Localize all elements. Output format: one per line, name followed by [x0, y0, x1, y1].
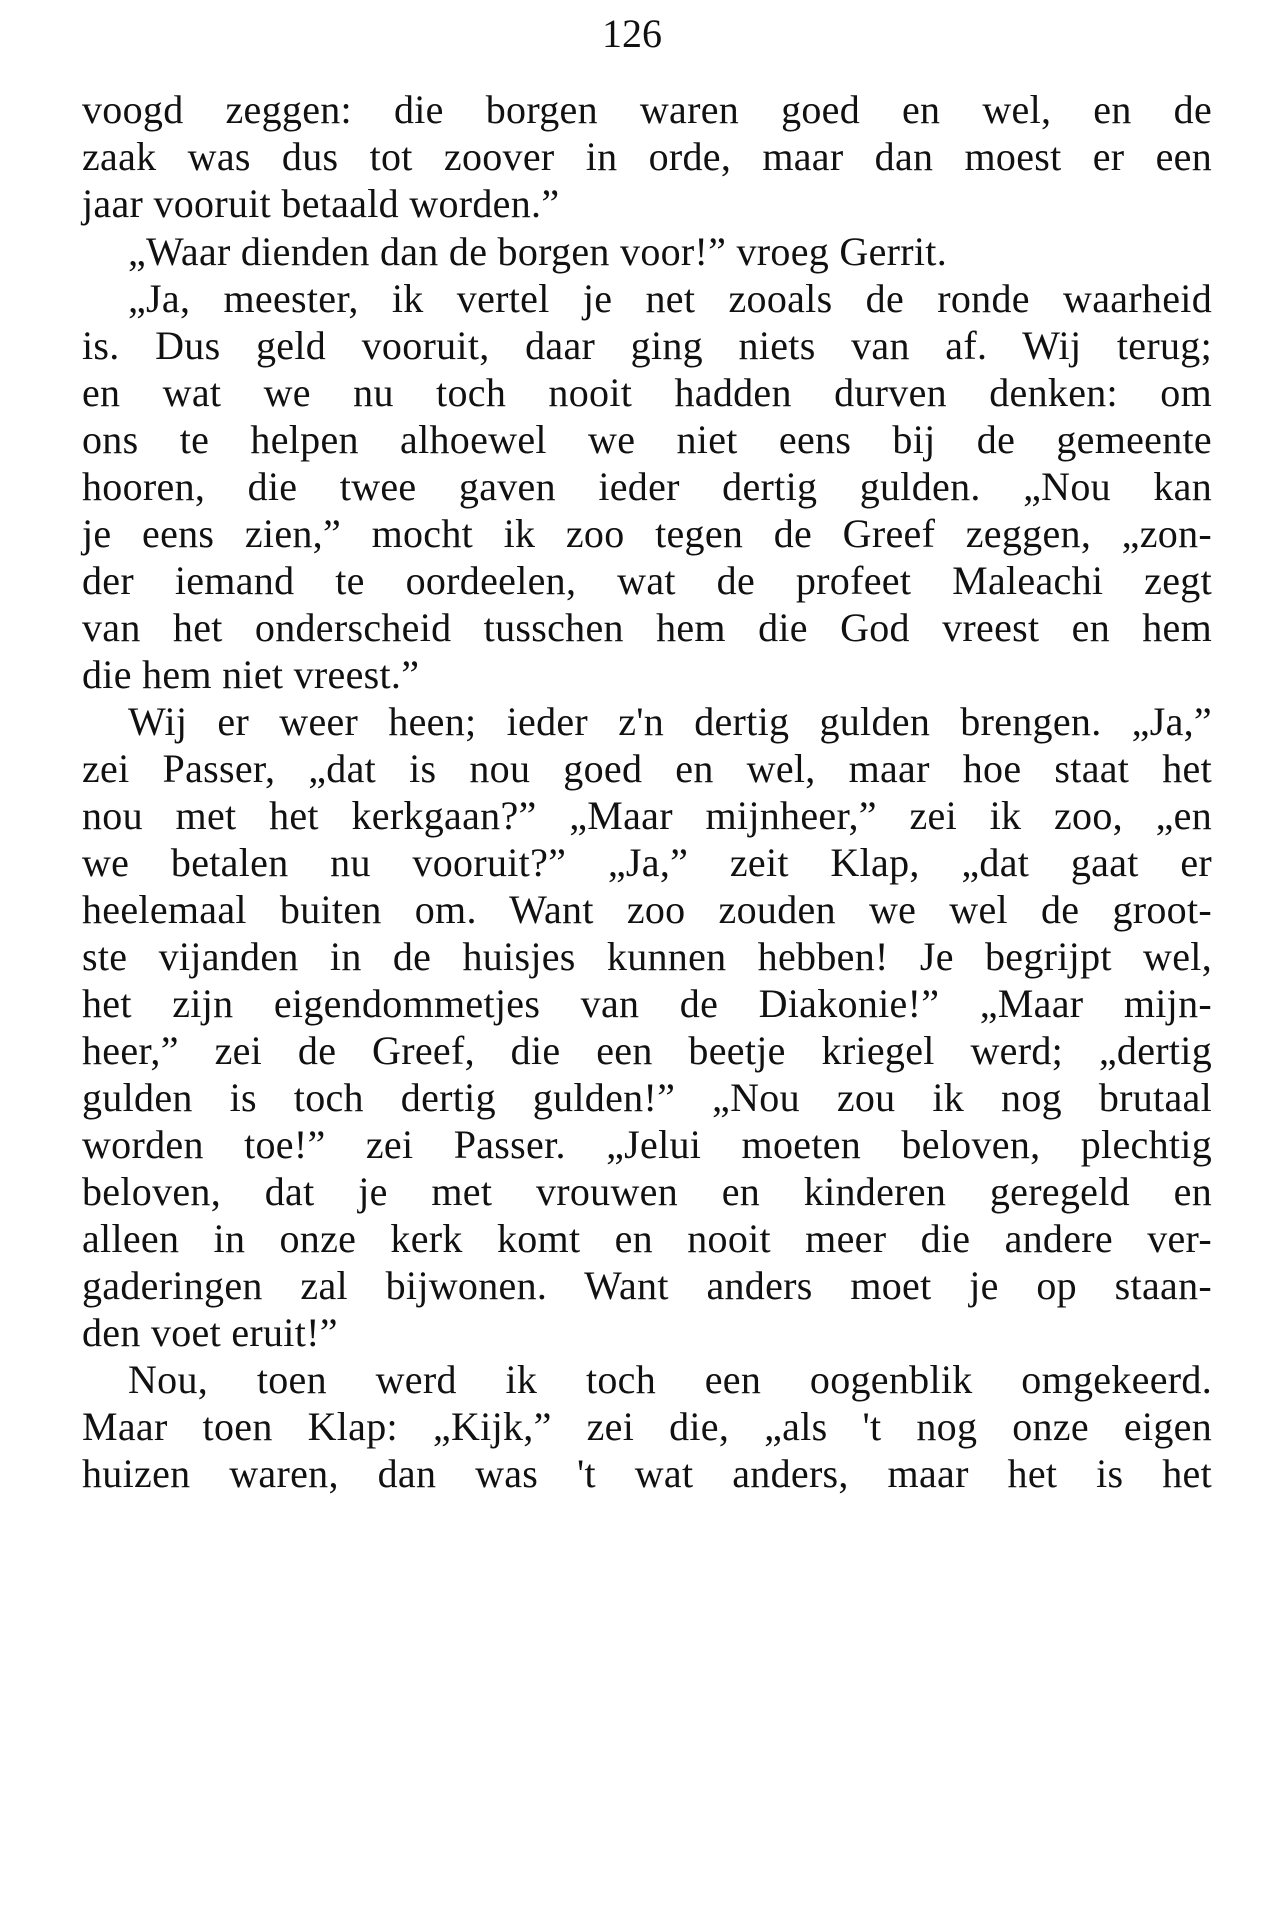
text-line: den voet eruit!” [82, 1310, 338, 1355]
text-line: en wat we nu toch nooit hadden durven denken: om [82, 370, 1212, 415]
text-line: van het onderscheid tusschen hem die God vreest en hem [82, 605, 1212, 650]
text-line: we betalen nu vooruit?” „Ja,” zeit Klap, „dat gaat er [82, 840, 1212, 885]
text-line: gaderingen zal bijwonen. Want anders moet je op staan- [82, 1263, 1212, 1308]
text-line: Nou, toen werd ik toch een oogenblik omgekeerd. [128, 1357, 1212, 1402]
text-line: gulden is toch dertig gulden!” „Nou zou ik nog brutaal [82, 1075, 1212, 1120]
text-line: nou met het kerkgaan?” „Maar mijnheer,” zei ik zoo, „en [82, 793, 1212, 838]
text-line: het zijn eigendommetjes van de Diakonie!” „Maar mijn- [82, 981, 1212, 1026]
text-line: heelemaal buiten om. Want zoo zouden we wel de groot- [82, 887, 1212, 932]
text-line: der iemand te oordeelen, wat de profeet Maleachi zegt [82, 558, 1212, 603]
text-line: worden toe!” zei Passer. „Jelui moeten beloven, plechtig [82, 1122, 1212, 1167]
text-line: alleen in onze kerk komt en nooit meer die andere ver- [82, 1216, 1212, 1261]
text-line: huizen waren, dan was 't wat anders, maar het is het [82, 1451, 1212, 1496]
text-line: „Waar dienden dan de borgen voor!” vroeg Gerrit. [128, 229, 947, 274]
text-line: Maar toen Klap: „Kijk,” zei die, „als 't nog onze eigen [82, 1404, 1212, 1449]
text-line: hooren, die twee gaven ieder dertig gulden. „Nou kan [82, 464, 1212, 509]
page-number: 126 [602, 11, 662, 56]
text-line: je eens zien,” mocht ik zoo tegen de Greef zeggen, „zon- [82, 511, 1212, 556]
text-line: heer,” zei de Greef, die een beetje kriegel werd; „dertig [82, 1028, 1212, 1073]
text-line: jaar vooruit betaald worden.” [82, 181, 560, 226]
text-line: beloven, dat je met vrouwen en kinderen geregeld en [82, 1169, 1212, 1214]
text-line: is. Dus geld vooruit, daar ging niets van af. Wij terug; [82, 323, 1212, 368]
text-line: voogd zeggen: die borgen waren goed en wel, en de [82, 87, 1212, 132]
text-line: „Ja, meester, ik vertel je net zooals de ronde waarheid [128, 276, 1212, 321]
text-line: zei Passer, „dat is nou goed en wel, maar hoe staat het [82, 746, 1212, 791]
text-line: ons te helpen alhoewel we niet eens bij de gemeente [82, 417, 1212, 462]
text-line: die hem niet vreest.” [82, 652, 420, 697]
text-line: Wij er weer heen; ieder z'n dertig gulden brengen. „Ja,” [128, 699, 1212, 744]
text-line: zaak was dus tot zoover in orde, maar dan moest er een [82, 134, 1212, 179]
text-line: ste vijanden in de huisjes kunnen hebben! Je begrijpt wel, [82, 934, 1212, 979]
